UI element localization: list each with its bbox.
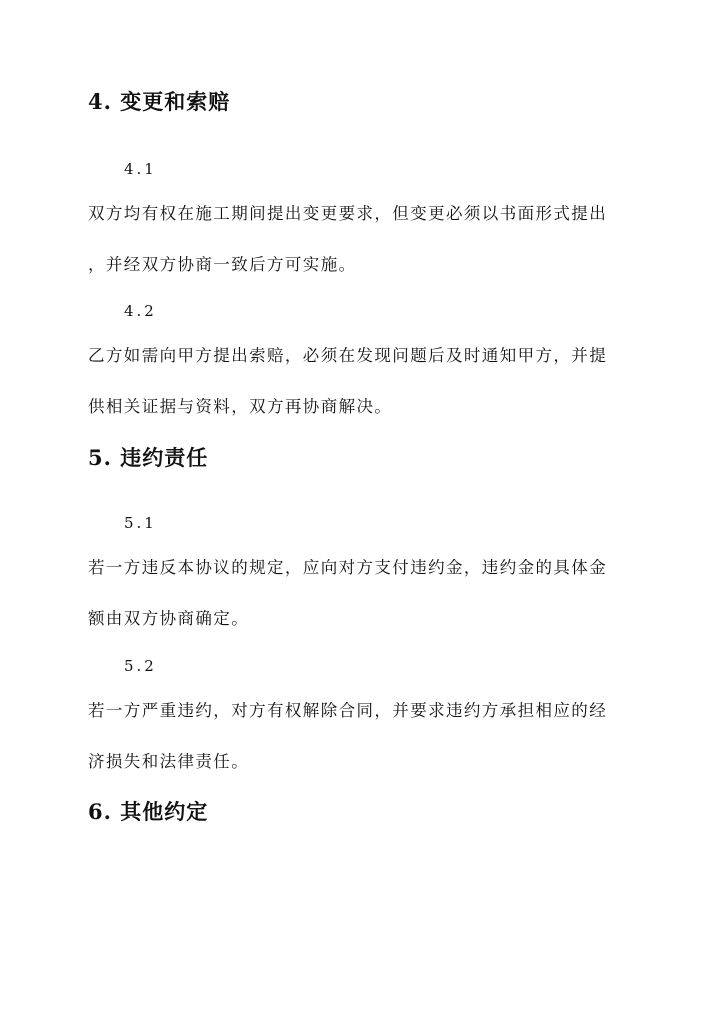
clause-line: 若一方违反本协议的规定，应向对方支付违约金，违约金的具体金	[88, 558, 608, 577]
clause-line: 供相关证据与资料，双方再协商解决。	[88, 397, 393, 416]
clause-line: ，并经双方协商一致后方可实施。	[88, 255, 357, 274]
clause-number-5-1: 5.1	[124, 514, 157, 532]
section-heading-5: 5. 违约责任	[88, 445, 209, 470]
clause-line: 若一方严重违约，对方有权解除合同，并要求违约方承担相应的经	[88, 701, 608, 720]
clause-text-5-1	[88, 542, 636, 644]
section-heading-6: 6. 其他约定	[88, 799, 209, 824]
clause-text-4-2	[88, 330, 636, 432]
clause-line: 济损失和法律责任。	[88, 752, 250, 771]
clause-number-5-2: 5.2	[124, 657, 157, 675]
clause-text-4-1	[88, 188, 636, 290]
clause-number-4-2: 4.2	[124, 302, 157, 320]
clause-line: 乙方如需向甲方提出索赔，必须在发现问题后及时通知甲方，并提	[88, 346, 608, 365]
section-heading-4: 4. 变更和索赔	[88, 89, 231, 114]
clause-line: 额由双方协商确定。	[88, 609, 250, 628]
clause-line: 双方均有权在施工期间提出变更要求，但变更必须以书面形式提出	[88, 204, 608, 223]
clause-text-5-2	[88, 685, 636, 787]
clause-number-4-1: 4.1	[124, 160, 157, 178]
